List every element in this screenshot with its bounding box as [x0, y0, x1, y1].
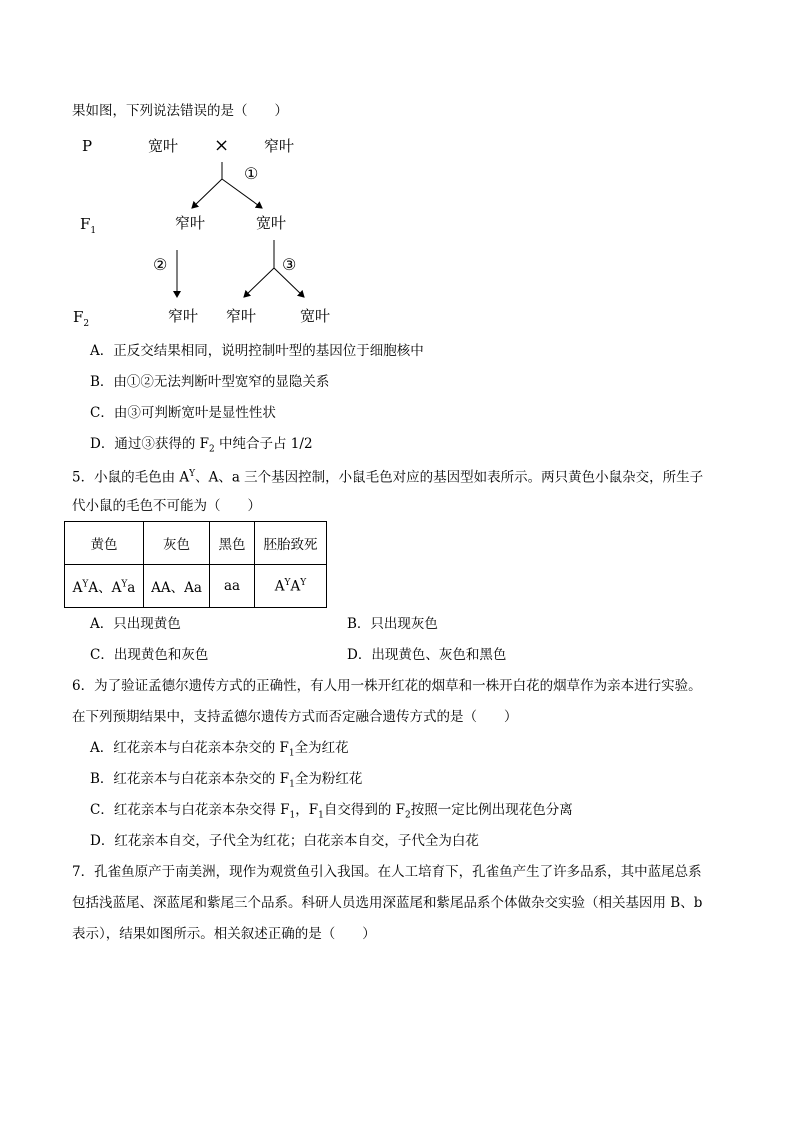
table-header-gray: 灰色	[144, 522, 210, 565]
q6-stem-line1: 6．为了验证孟德尔遗传方式的正确性，有人用一株开红花的烟草和一株开白花的烟草作为亲本进行实验。	[72, 678, 702, 694]
table-cell-black-genotypes: aa	[210, 565, 255, 608]
table-cell-yellow-genotypes: $A^YA$、$A^Ya$	[65, 565, 144, 608]
q5-option-b[interactable]: B．只出现灰色	[347, 616, 438, 632]
q6-option-c[interactable]: C．红花亲本与白花亲本杂交得 $F_1$，$F_1$自交得到的 $F_2$按照一定比例出现花色分离	[90, 802, 573, 821]
table-header-lethal: 胚胎致死	[255, 522, 327, 565]
cross-mark-3: ③	[282, 255, 297, 274]
q4-option-b[interactable]: B．由①②无法判断叶型宽窄的显隐关系	[90, 374, 330, 390]
table-row	[65, 522, 327, 565]
generation-f1-label: $F_1$	[80, 215, 97, 236]
q7-stem-line2: 包括浅蓝尾、深蓝尾和紫尾三个品系。科研人员选用深蓝尾和紫尾品系个体做杂交实验（相关基因用 B、b	[72, 895, 703, 911]
q6-option-a[interactable]: A．红花亲本与白花亲本杂交的 $F_1$全为红花	[90, 740, 349, 759]
q4-option-a[interactable]: A．正反交结果相同，说明控制叶型的基因位于细胞核中	[90, 343, 424, 359]
cross-mark-1: ①	[244, 164, 259, 183]
q7-stem-line3: 表示），结果如图所示。相关叙述正确的是（ ）	[72, 926, 376, 942]
q6-option-d[interactable]: D．红花亲本自交，子代全为红花；白花亲本自交，子代全为白花	[90, 833, 479, 849]
table-cell-lethal-genotypes: $A^YA^Y$	[255, 565, 327, 608]
parent-wide-leaf: 宽叶	[148, 137, 179, 155]
generation-p-label: P	[82, 137, 93, 155]
f2-narrow-leaf-b: 窄叶	[226, 307, 257, 325]
q6-option-b[interactable]: B．红花亲本与白花亲本杂交的 $F_1$全为粉红花	[90, 771, 363, 790]
q5-stem-line1: 5．小鼠的毛色由 $A^Y$、A、a 三个基因控制，小鼠毛色对应的基因型如表所示。两只黄色小鼠杂交，所生子	[72, 469, 704, 486]
table-cell-gray-genotypes: AA、Aa	[144, 565, 210, 608]
f1-wide-leaf: 宽叶	[256, 214, 287, 232]
q5-stem-line2: 代小鼠的毛色不可能为（ ）	[72, 498, 261, 514]
genotype-table	[64, 521, 327, 608]
arrow-to-f1-wide	[222, 179, 262, 208]
cross-arrows	[0, 0, 400, 340]
q5-option-d[interactable]: D．出现黄色、灰色和黑色	[347, 647, 507, 663]
table-row	[65, 565, 327, 608]
q5-option-a[interactable]: A．只出现黄色	[90, 616, 181, 632]
generation-f2-label: $F_2$	[73, 308, 90, 329]
q4-option-d[interactable]: D．通过③获得的 $F_2$ 中纯合子占 1/2	[90, 436, 313, 455]
table-header-black: 黑色	[210, 522, 255, 565]
q6-stem-line2: 在下列预期结果中，支持孟德尔遗传方式而否定融合遗传方式的是（ ）	[72, 709, 518, 725]
arrow-to-f2-narrow	[244, 268, 274, 297]
cross-symbol: ×	[214, 135, 230, 156]
cross-mark-2: ②	[153, 255, 168, 274]
arrow-to-f1-narrow	[192, 179, 222, 208]
table-header-yellow: 黄色	[65, 522, 144, 565]
parent-narrow-leaf: 窄叶	[264, 137, 295, 155]
q4-option-c[interactable]: C．由③可判断宽叶是显性性状	[90, 405, 276, 421]
f1-narrow-leaf: 窄叶	[175, 214, 206, 232]
f2-narrow-leaf-a: 窄叶	[168, 307, 199, 325]
q7-stem-line1: 7．孔雀鱼原产于南美洲，现作为观赏鱼引入我国。在人工培育下，孔雀鱼产生了许多品系，其中蓝尾总系	[72, 864, 702, 880]
arrow-to-f2-wide	[274, 268, 304, 297]
f2-wide-leaf: 宽叶	[300, 307, 331, 325]
question-lead-line: 果如图，下列说法错误的是（ ）	[72, 103, 288, 119]
q5-option-c[interactable]: C．出现黄色和灰色	[90, 647, 209, 663]
